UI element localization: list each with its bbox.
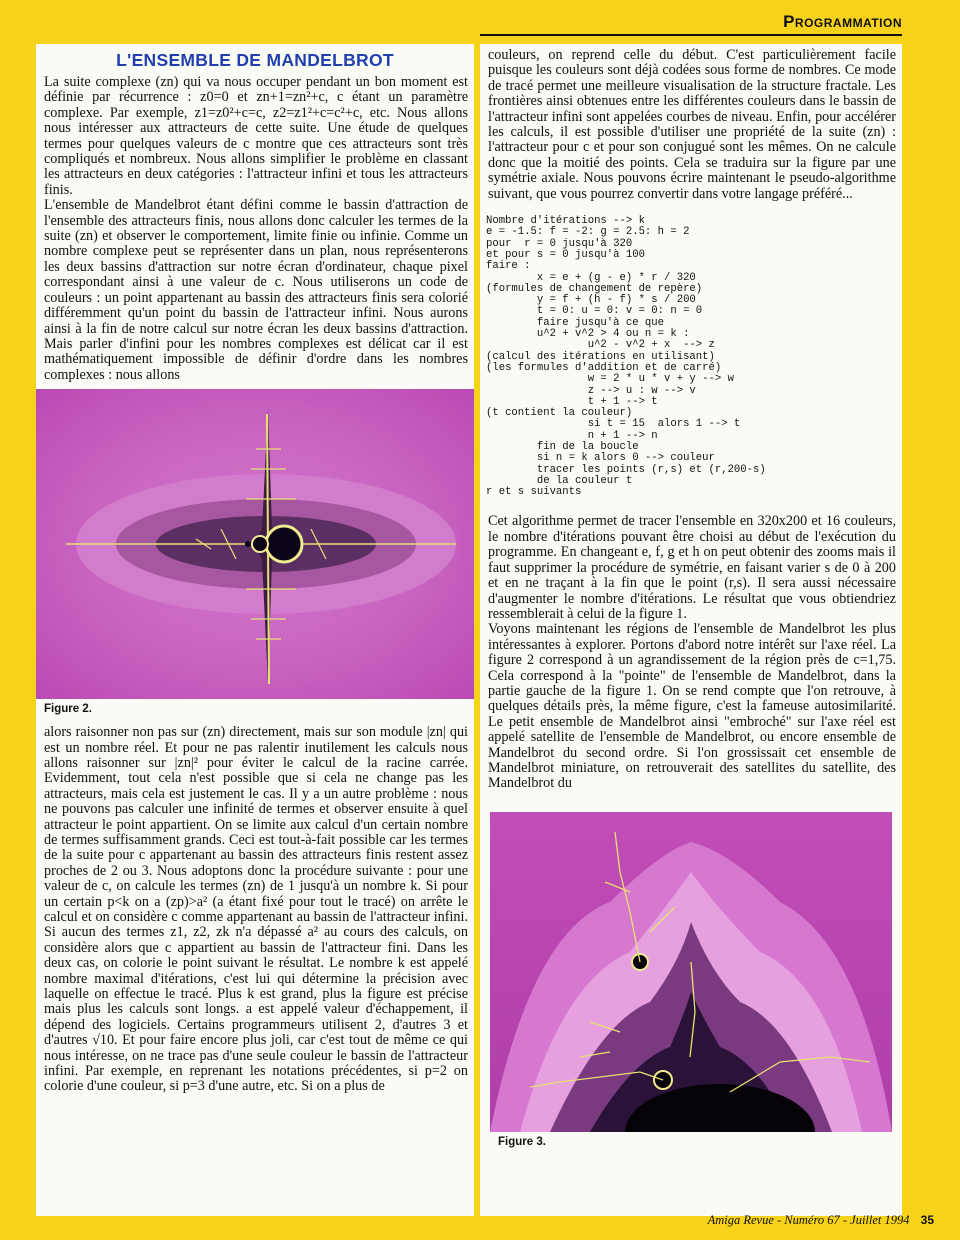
section-header: Programmation: [783, 12, 902, 31]
paragraph-5: Cet algorithme permet de tracer l'ensemble en 320x200 et 16 couleurs, le nombre d'itérations pouvant être choisi au début de l'exécution du programme. En changeant e, f, g et h on peut obtenir des zooms mais il faut supprimer la procédure de symétrie, en faisant varier s de 0 à 200 et en ne traçant à la fin que le point (r,s). Il sera aussi nécessaire d'augmenter le nombre d'itérations. Le résultat que vous obtiendriez ressemblerait à celui de la figure 1.: [488, 513, 896, 622]
magazine-issue: Amiga Revue - Numéro 67 - Juillet 1994: [707, 1213, 910, 1227]
paragraph-3: alors raisonner non pas sur (zn) directement, mais sur son module |zn| qui est un nombre réel. Et pour ne pas ralentir inutilement les calculs nous allons raisonner sur |zn|² pour éviter le calcul de la racine carrée. Evidemment, tout cela n'est possible que si cela ne change pas les attracteurs, mais cela est justement le cas. Il y a un autre problème : nous ne pouvons pas calculer une infinité de termes et observer ensuite à quel attracteur le point appartient. On se limite aux calcul d'un certain nombre de termes suffisamment grands. Ceci est tout-à-fait possible car les termes de la suite pour c appartenant au bassin des attracteurs finis restent assez proches de 2 ou 3. Nous adoptons donc la procédure suivante : pour une valeur de c, on calcule les termes (zn) de 1 jusqu'à un nombre k. Si pour un certain p<k on a (zp)>a² (a étant fixé pour tout le tracé) on arrête le calcul et on considère c comme appartenant au bassin de l'attracteur infini. Si aucun des termes z1, z2, zk n'a dépassé a² au cours des calculs, on considère alors que c appartient au bassin de l'attracteur fini. Dans les deux cas, on colorie le point suivant le résultat. Le nombre k est appelé nombre maximal d'itérations, c'est lui qui détermine la précision avec laquelle on effectue le tracé. Plus k est grand, plus la figure est précise mais plus les calculs sont longs. a est appelé valeur d'échappement, il dépend des logiciels. Certains programmeurs utilisent 2, d'autres 3 et d'autres √10. Et pour faire encore plus joli, car c'est tout de même ce qui nous intéresse, on ne trace pas d'une seule couleur le bassin de l'attracteur infini. Par exemple, en reprenant les notations précédentes, si p=2 on colorie d'une couleur, si p=3 d'une autre, etc. Si on a plus de: [44, 724, 468, 1095]
paragraph-6: Voyons maintenant les régions de l'ensemble de Mandelbrot les plus intéressantes à explorer. Portons d'abord notre intérêt sur l'axe réel. La figure 2 correspond à un agrandissement de la région près de c=1,75. Cela correspond à la "pointe" de l'ensemble de Mandelbrot, dans la partie gauche de la figure 1. On se rend compte que l'on retrouve, à quelques détails près, la même figure, c'est la fameuse autosimilarité. Le petit ensemble de Mandelbrot ainsi "embroché" sur l'axe réel est appelé satellite de l'ensemble de Mandelbrot, ou encore ensemble de Mandelbrot du second ordre. Si l'on grossissait cet ensemble de Mandelbrot miniature, on retrouverait des satellites du satellite, des Mandelbrot du: [488, 621, 896, 792]
intro-paragraph: La suite complexe (zn) qui va nous occuper pendant un bon moment est définie par récurrence : z0=0 et zn+1=zn²+c, c étant un paramètre complexe. Par exemple, z1=z0²+c=c, z2=z1²+c=c²+c, etc. Nous allons nous intéresser aux attracteurs de cette suite. Une étude de quelques termes pour quelques valeurs de c montre que ces attracteurs sont très compliqués et nombreux. Nous allons simplifier le problème en classant les attracteurs en deux catégories : l'attracteur infini et tous les attracteurs finis.: [44, 74, 468, 198]
paragraph-2: L'ensemble de Mandelbrot étant défini comme le bassin d'attraction de l'ensemble des attracteurs finis, nous allons donc calculer les termes de la suite (zn) et observer le comportement, limite finie ou infinie. Comme un nombre complexe peut se représenter dans un plan, nous représenterons les deux bassins d'attraction sur notre écran d'ordinateur, chaque pixel correspondant ainsi à une valeur de c. Nous utiliserons un code de couleurs : un point appartenant au bassin des attracteurs finis sera colorié différemment qu'un point du bassin de l'attracteur infini. Nous aurons ainsi à la fin de notre calcul sur notre écran les deux bassins d'attraction. Mais parler d'infini pour les nombres complexes est délicat car il est mathématiquement impossible de définir d'ordre dans les nombres complexes : nous allons: [44, 197, 468, 383]
left-body: [36, 75, 474, 383]
left-body-continued: [36, 725, 474, 1095]
figure-3-image: [490, 812, 892, 1132]
section-rule: [480, 34, 902, 36]
figure-3-caption: Figure 3.: [498, 1135, 546, 1148]
right-body: [480, 44, 902, 202]
page-number: 35: [920, 1213, 934, 1227]
paragraph-4: couleurs, on reprend celle du début. C'est particulièrement facile puisque les couleurs sont déjà codées sous forme de nombres. Ce mode de tracé permet une meilleure visualisation de la structure fractale. Les frontières ainsi obtenues entre les différentes couleurs dans le bassin de l'attracteur infini sont appelées courbes de niveau. Enfin, pour accélérer les calculs, il est possible d'utiliser une propriété de la suite (zn) : l'attracteur pour c et pour son conjugué sont les mêmes. On ne calcule donc que la moitié des points. Cela se traduira sur la figure par une symétrie axiale. Nous pouvons écrire maintenant le pseudo-algorithme suivant, que vous pourrez convertir dans votre langage préféré...: [488, 47, 896, 202]
figure-2: [36, 389, 474, 717]
figure-2-caption: Figure 2.: [44, 703, 92, 716]
article-title: L'ENSEMBLE DE MANDELBROT: [116, 50, 394, 70]
right-column: [480, 44, 902, 1216]
figure-3: [490, 812, 902, 1150]
left-column: [36, 44, 474, 1216]
figure-2-image: [36, 389, 474, 699]
page-footer: [708, 1213, 934, 1228]
right-body-continued: [480, 514, 902, 791]
pseudo-algorithm: Nombre d'itérations --> k e = -1.5: f = -2: g = 2.5: h = 2 pour r = 0 jusqu'à 320 et pour s = 0 jusqu'à 100 faire : x = e + (g - e) * r / 320 (formules de changement de repère) y = f + (h - f) * s / 200 t = 0: u = 0: v = 0: n = 0 faire jusqu'à ce que u^2 + v^2 > 4 ou n = k : u^2 - v^2 + x --> z (calcul des itérations en utilisant) (les formules d'addition et de carré) w = 2 * u * v + y --> w z --> u : w --> v t + 1 --> t (t contient la couleur) si t = 15 alors 1 --> t n + 1 --> n fin de la boucle si n = k alors 0 --> couleur tracer les points (r,s) et (r,200-s) de la couleur t r et s suivants: [486, 215, 766, 499]
